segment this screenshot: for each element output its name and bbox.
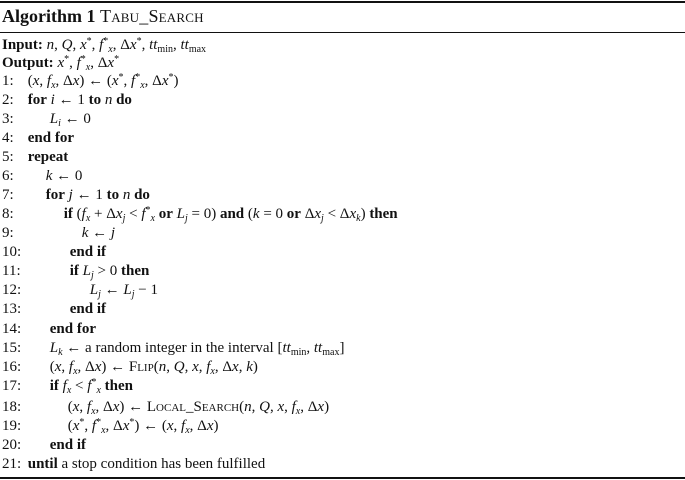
algorithm-line: 8: if ($f_x + \Delta x_j < f^*_x$ or $L_j = 0$) and (k = 0 or $\Delta x_j < \Delta x_k$) then — [2, 205, 398, 224]
algorithm-line: 15: $L_k$ ← a random integer in the interval [$tt_{min}$, $tt_{max}$] — [2, 340, 345, 358]
line-number: 7: — [2, 187, 14, 203]
line-number: 19: — [2, 418, 22, 434]
algorithm-line: 13: end if — [2, 301, 107, 317]
line-number: 4: — [2, 130, 14, 146]
line-number: 9: — [2, 225, 14, 241]
line-number: 1: — [2, 73, 14, 89]
line-number: 13: — [2, 301, 22, 317]
algorithm-label: Algorithm 1 — [2, 6, 96, 26]
line-number: 20: — [2, 437, 22, 453]
line-number: 11: — [2, 263, 21, 279]
line-number: 10: — [2, 244, 22, 260]
output-label: Output: — [2, 55, 54, 71]
algorithm-line: 18: (x, $f_x$, Δx) ← Local_Search(n, Q, x, $f_x$, Δx) — [2, 399, 330, 417]
input-line: Input: n, Q, x*, $f^*_x$, Δx*, $tt_{min}$, $tt_{max}$ — [2, 36, 207, 55]
input-label: Input: — [2, 37, 43, 53]
algorithm-line: 2: for i ← 1 to n do — [2, 92, 132, 108]
algorithm-title — [2, 6, 204, 27]
algorithm-line: 1: (x, $f_x$, Δx) ← (x*, $f^*_x$, Δx*) — [2, 72, 179, 91]
line-number: 17: — [2, 378, 22, 394]
algorithm-line: 17: if $f_x < f^*_x$ then — [2, 377, 133, 396]
line-number: 14: — [2, 321, 22, 337]
algorithm-line: 3: $L_i$ ← 0 — [2, 111, 91, 129]
algorithm-line: 5: repeat — [2, 149, 69, 165]
algorithm-line: 10: end if — [2, 244, 107, 260]
algorithm-line: 11: if $L_j > 0$ then — [2, 263, 150, 281]
local-search-call: Local_Search — [146, 399, 240, 415]
top-rule — [0, 1, 685, 3]
algorithm-line: 9: k ← j — [2, 225, 116, 241]
line-number: 5: — [2, 149, 14, 165]
line-number: 6: — [2, 168, 14, 184]
flip-call: Flip — [128, 359, 154, 375]
algorithm-name: Tabu_Search — [100, 6, 204, 26]
line-number: 8: — [2, 206, 14, 222]
algorithm-line: 12: $L_j$ ← $L_j - 1$ — [2, 282, 158, 300]
line-number: 21: — [2, 456, 22, 472]
algorithm-line: 7: for j ← 1 to n do — [2, 187, 150, 203]
algorithm-line: 4: end for — [2, 130, 74, 146]
line-number: 12: — [2, 282, 22, 298]
title-rule — [0, 32, 685, 33]
algorithm-line: 14: end for — [2, 321, 96, 337]
bottom-rule — [0, 477, 685, 479]
algorithm-line: 20: end if — [2, 437, 87, 453]
algorithm-line: 16: (x, $f_x$, Δx) ← Flip(n, Q, x, $f_x$, Δx, k) — [2, 359, 258, 377]
algorithm-line: 19: (x*, $f^*_x$, Δx*) ← (x, $f_x$, Δx) — [2, 417, 219, 436]
algorithm-line: 6: k ← 0 — [2, 168, 83, 184]
algorithm-line: 21: until a stop condition has been fulfilled — [2, 456, 266, 472]
line-number: 15: — [2, 340, 22, 356]
line-number: 18: — [2, 399, 22, 415]
line-number: 3: — [2, 111, 14, 127]
output-line: Output: x*, $f^*_x$, Δx* — [2, 54, 120, 73]
line-number: 16: — [2, 359, 22, 375]
line-number: 2: — [2, 92, 14, 108]
